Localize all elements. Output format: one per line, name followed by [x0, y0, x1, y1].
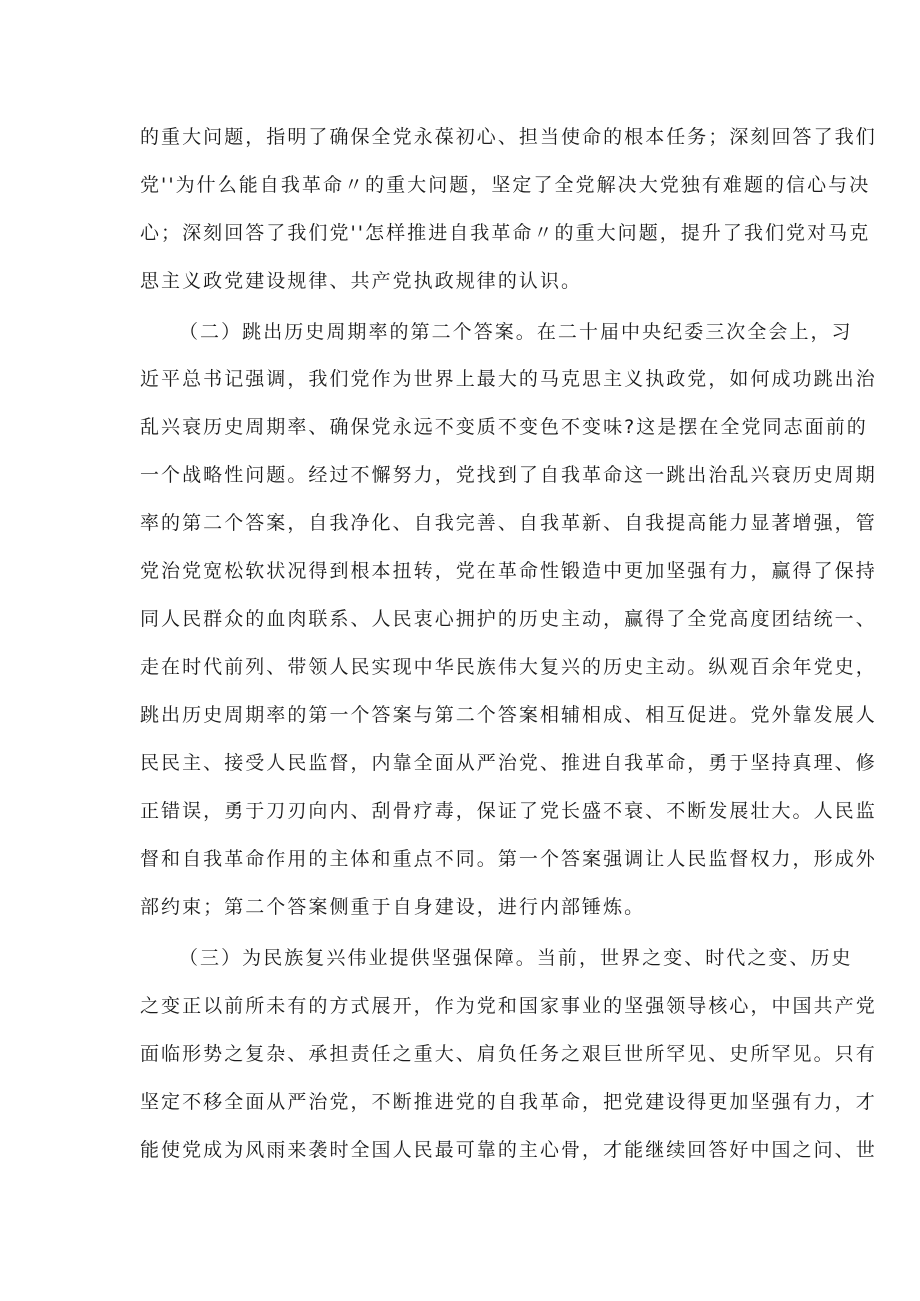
text-line: 思主义政党建设规律、共产党执政规律的认识。: [140, 270, 583, 292]
text-line: 面临形势之复杂、承担责任之重大、肩负任务之艰巨世所罕见、史所罕见。只有: [140, 1043, 877, 1065]
text-line: 心；深刻回答了我们党''怎样推进自我革命〃的重大问题，提升了我们党对马克: [140, 222, 871, 244]
text-line: 同人民群众的血肉联系、人民衷心拥护的历史主动，赢得了全党高度团结统一、: [140, 608, 877, 630]
text-line: 能使党成为风雨来袭时全国人民最可靠的主心骨，才能继续回答好中国之问、世: [140, 1139, 877, 1161]
text-line: 民民主、接受人民监督，内靠全面从严治党、推进自我革命，勇于坚持真理、修: [140, 752, 877, 774]
text-line: 乱兴衰历史周期率、确保党永远不变质不变色不变味?这是摆在全党同志面前的: [140, 416, 868, 438]
text-line: 近平总书记强调，我们党作为世界上最大的马克思主义执政党，如何成功跳出治: [140, 368, 877, 390]
text-line: 党''为什么能自我革命〃的重大问题，坚定了全党解决大党独有难题的信心与决: [140, 174, 871, 196]
text-line: 之变正以前所未有的方式展开，作为党和国家事业的坚强领导核心，中国共产党: [140, 995, 877, 1017]
text-line: 督和自我革命作用的主体和重点不同。第一个答案强调让人民监督权力，形成外: [140, 848, 877, 870]
text-line: 走在时代前列、带领人民实现中华民族伟大复兴的历史主动。纵观百余年党史，: [140, 656, 877, 678]
text-line: 的重大问题，指明了确保全党永葆初心、担当使命的根本任务；深刻回答了我们: [140, 126, 877, 148]
text-line: 正错误，勇于刀刃向内、刮骨疗毒，保证了党长盛不衰、不断发展壮大。人民监: [140, 800, 877, 822]
paragraph-heading-line: （三）为民族复兴伟业提供坚强保障。当前，世界之变、时代之变、历史: [179, 947, 853, 969]
text-line: 跳出历史周期率的第一个答案与第二个答案相辅相成、相互促进。党外靠发展人: [140, 704, 877, 726]
text-line: 坚定不移全面从严治党，不断推进党的自我革命，把党建设得更加坚强有力，才: [140, 1091, 877, 1113]
text-line: 率的第二个答案，自我净化、自我完善、自我革新、自我提高能力显著增强，管: [140, 512, 877, 534]
text-line: 部约束；第二个答案侧重于自身建设，进行内部锤炼。: [140, 896, 646, 918]
paragraph-heading-line: （二）跳出历史周期率的第二个答案。在二十届中央纪委三次全会上，习: [179, 321, 853, 343]
text-line: 党治党宽松软状况得到根本扭转，党在革命性锻造中更加坚强有力，赢得了保持: [140, 560, 877, 582]
text-line: 一个战略性问题。经过不懈努力，党找到了自我革命这一跳出治乱兴衰历史周期: [140, 464, 877, 486]
